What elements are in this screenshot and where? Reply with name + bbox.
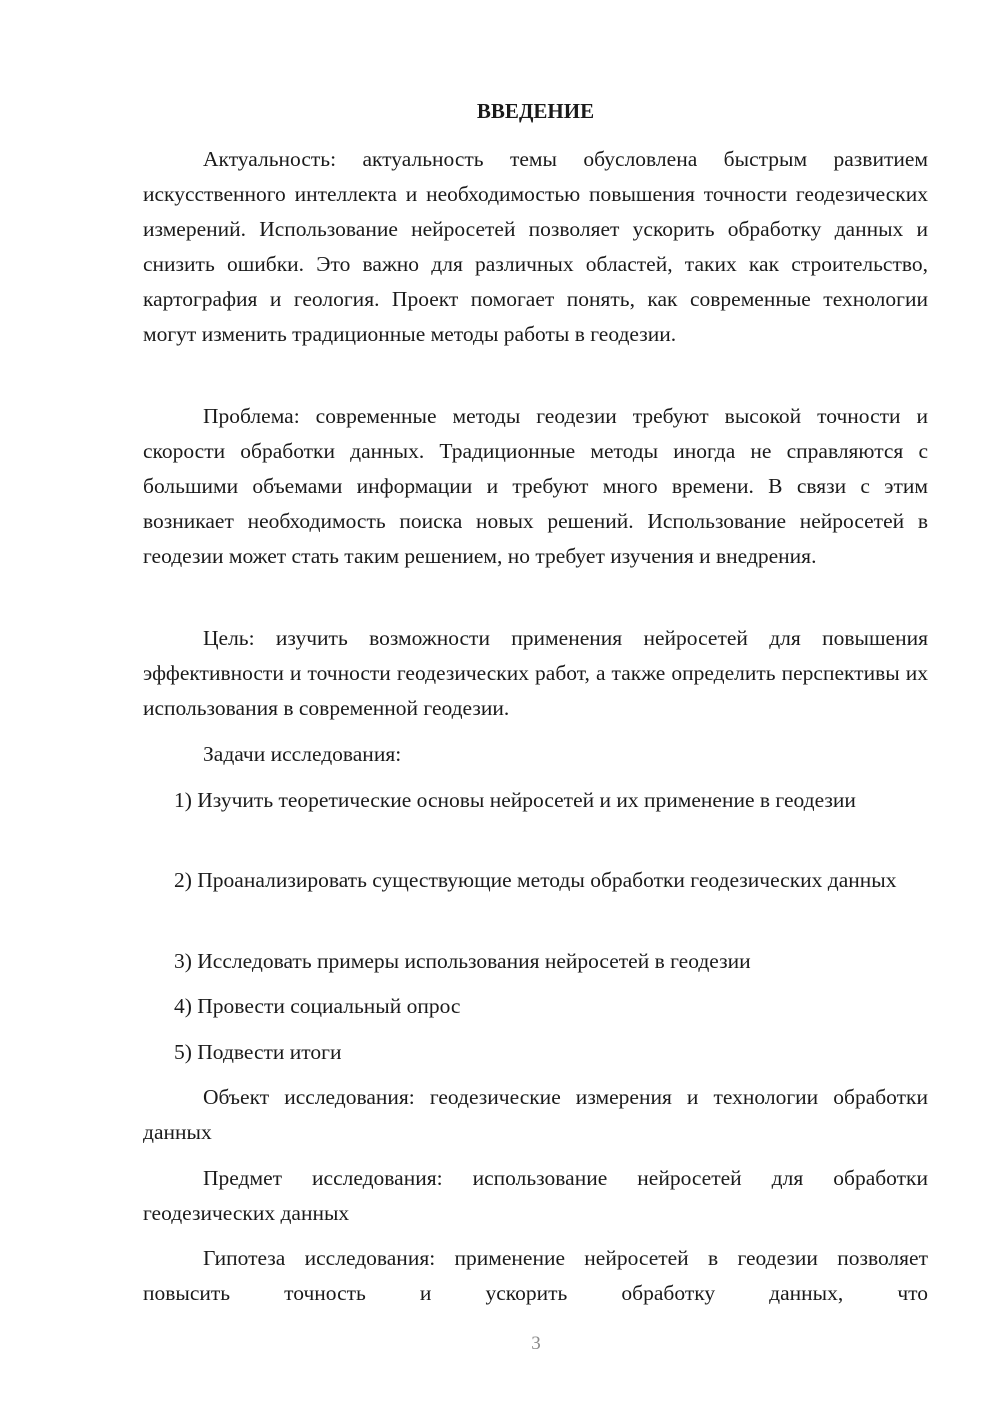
task-item-2: 2) Проанализировать существующие методы обработки геодезических данных <box>174 868 897 892</box>
relevance-paragraph: Актуальность: актуальность темы обусловлена быстрым развитием искусственного интеллекта и необходимостью повышения точности геодезических измерений. Использование нейросетей позволяет ускорить обработку данных и снизить ошибки. Это важно для различных областей, таких как строительство, картография и геология. Проект помогает понять, как современные технологии могут изменить традиционные методы работы в геодезии. <box>143 147 928 346</box>
problem-paragraph: Проблема: современные методы геодезии требуют высокой точности и скорости обработки данных. Традиционные методы иногда не справляются с большими объемами информации и требуют много времени. В связи с этим возникает необходимость поиска новых решений. Использование нейросетей в геодезии может стать таким решением, но требует изучения и внедрения. <box>143 404 928 568</box>
object-paragraph: Объект исследования: геодезические измерения и технологии обработки данных <box>143 1085 928 1144</box>
tasks-heading: Задачи исследования: <box>203 742 402 766</box>
task-item-3: 3) Исследовать примеры использования нейросетей в геодезии <box>174 949 751 973</box>
page-number: 3 <box>531 1333 541 1354</box>
task-item-5: 5) Подвести итоги <box>174 1040 342 1064</box>
subject-paragraph: Предмет исследования: использование нейросетей для обработки геодезических данных <box>143 1166 928 1225</box>
goal-paragraph: Цель: изучить возможности применения нейросетей для повышения эффективности и точности геодезических работ, а также определить перспективы их использования в современной геодезии. <box>143 626 928 720</box>
task-item-4: 4) Провести социальный опрос <box>174 994 461 1018</box>
task-item-1: 1) Изучить теоретические основы нейросетей и их применение в геодезии <box>174 788 856 812</box>
page-title: ВВЕДЕНИЕ <box>476 99 595 123</box>
hypothesis-paragraph: Гипотеза исследования: применение нейросетей в геодезии позволяет повысить точность и ускорить обработку данных, что <box>143 1246 928 1305</box>
